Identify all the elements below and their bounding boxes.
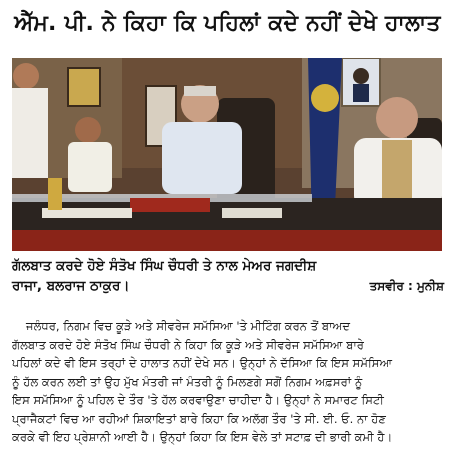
body-line: ਪਹਿਲਾਂ ਕਦੇ ਵੀ ਇਸ ਤਰ੍ਹਾਂ ਦੇ ਹਾਲਾਤ ਨਹੀਂ ਦੇਖੇ ਸਨ। ਉਨ੍ਹਾਂ ਨੇ ਦੱਸਿਆ ਕਿ ਇਸ ਸਮੱਸਿਆ — [12, 356, 393, 370]
article-body — [12, 317, 444, 447]
body-line: ਇਸ ਸਮੱਸਿਆ ਨੂੰ ਪਹਿਲ ਦੇ ਤੌਰ 'ਤੇ ਹੱਲ ਕਰਵਾਉਣਾ ਚਾਹੀਦਾ ਹੈ। ਉਨ੍ਹਾਂ ਨੇ ਸਮਾਰਟ ਸਿਟੀ — [12, 393, 384, 407]
news-photo — [12, 58, 442, 251]
photo-credit: ਤਸਵੀਰ : ਮੁਨੀਸ਼ — [369, 279, 444, 293]
photo-caption — [12, 256, 444, 296]
body-line: ਗੱਲਬਾਤ ਕਰਦੇ ਹੋਏ ਸੰਤੋਖ ਸਿੰਘ ਚੌਧਰੀ ਨੇ ਕਿਹਾ ਕਿ ਕੂੜੇ ਅਤੇ ਸੀਵਰੇਜ ਸਮੱਸਿਆ ਬਾਰੇ — [12, 337, 364, 352]
headline: ਐੱਮ. ਪੀ. ਨੇ ਕਿਹਾ ਕਿ ਪਹਿਲਾਂ ਕਦੇ ਨਹੀਂ ਦੇਖੇ ਹਾਲਾਤ — [14, 11, 441, 36]
body-line: ਨੂੰ ਹੱਲ ਕਰਨ ਲਈ ਤਾਂ ਉਹ ਮੁੱਖ ਮੰਤਰੀ ਜਾਂ ਮੰਤਰੀ ਨੂੰ ਮਿਲਣਗੇ ਸਗੋਂ ਨਿਗਮ ਅਫ਼ਸਰਾਂ ਨੂੰ — [12, 374, 363, 389]
photo-illustration — [12, 58, 442, 251]
body-line: ਜਲੰਧਰ, ਨਿਗਮ ਵਿਚ ਕੂੜੇ ਅਤੇ ਸੀਵਰੇਜ ਸਮੱਸਿਆ 'ਤੇ ਮੀਟਿੰਗ ਕਰਨ ਤੋਂ ਬਾਅਦ — [26, 319, 351, 333]
caption-row-2 — [12, 276, 444, 296]
caption-line-2: ਰਾਜਾ, ਬਲਰਾਜ ਠਾਕੁਰ। — [12, 278, 130, 294]
body-line: ਪ੍ਰਾਜੈਕਟਾਂ ਵਿਚ ਆ ਰਹੀਆਂ ਸ਼ਿਕਾਇਤਾਂ ਬਾਰੇ ਕਿਹਾ ਕਿ ਅਲੱਗ ਤੌਰ 'ਤੇ ਸੀ. ਈ. ਓ. ਨਾ ਹੋਣ — [12, 411, 386, 426]
body-line: ਕਰਕੇ ਵੀ ਇਹ ਪ੍ਰੇਸ਼ਾਨੀ ਆਈ ਹੈ। ਉਨ੍ਹਾਂ ਕਿਹਾ ਕਿ ਇਸ ਵੇਲੇ ਤਾਂ ਸਟਾਫ਼ ਦੀ ਭਾਰੀ ਕਮੀ ਹੈ। — [12, 430, 393, 444]
caption-line-1: ਗੱਲਬਾਤ ਕਰਦੇ ਹੋਏ ਸੰਤੋਖ ਸਿੰਘ ਚੌਧਰੀ ਤੇ ਨਾਲ ਮੇਅਰ ਜਗਦੀਸ਼ — [12, 258, 317, 274]
